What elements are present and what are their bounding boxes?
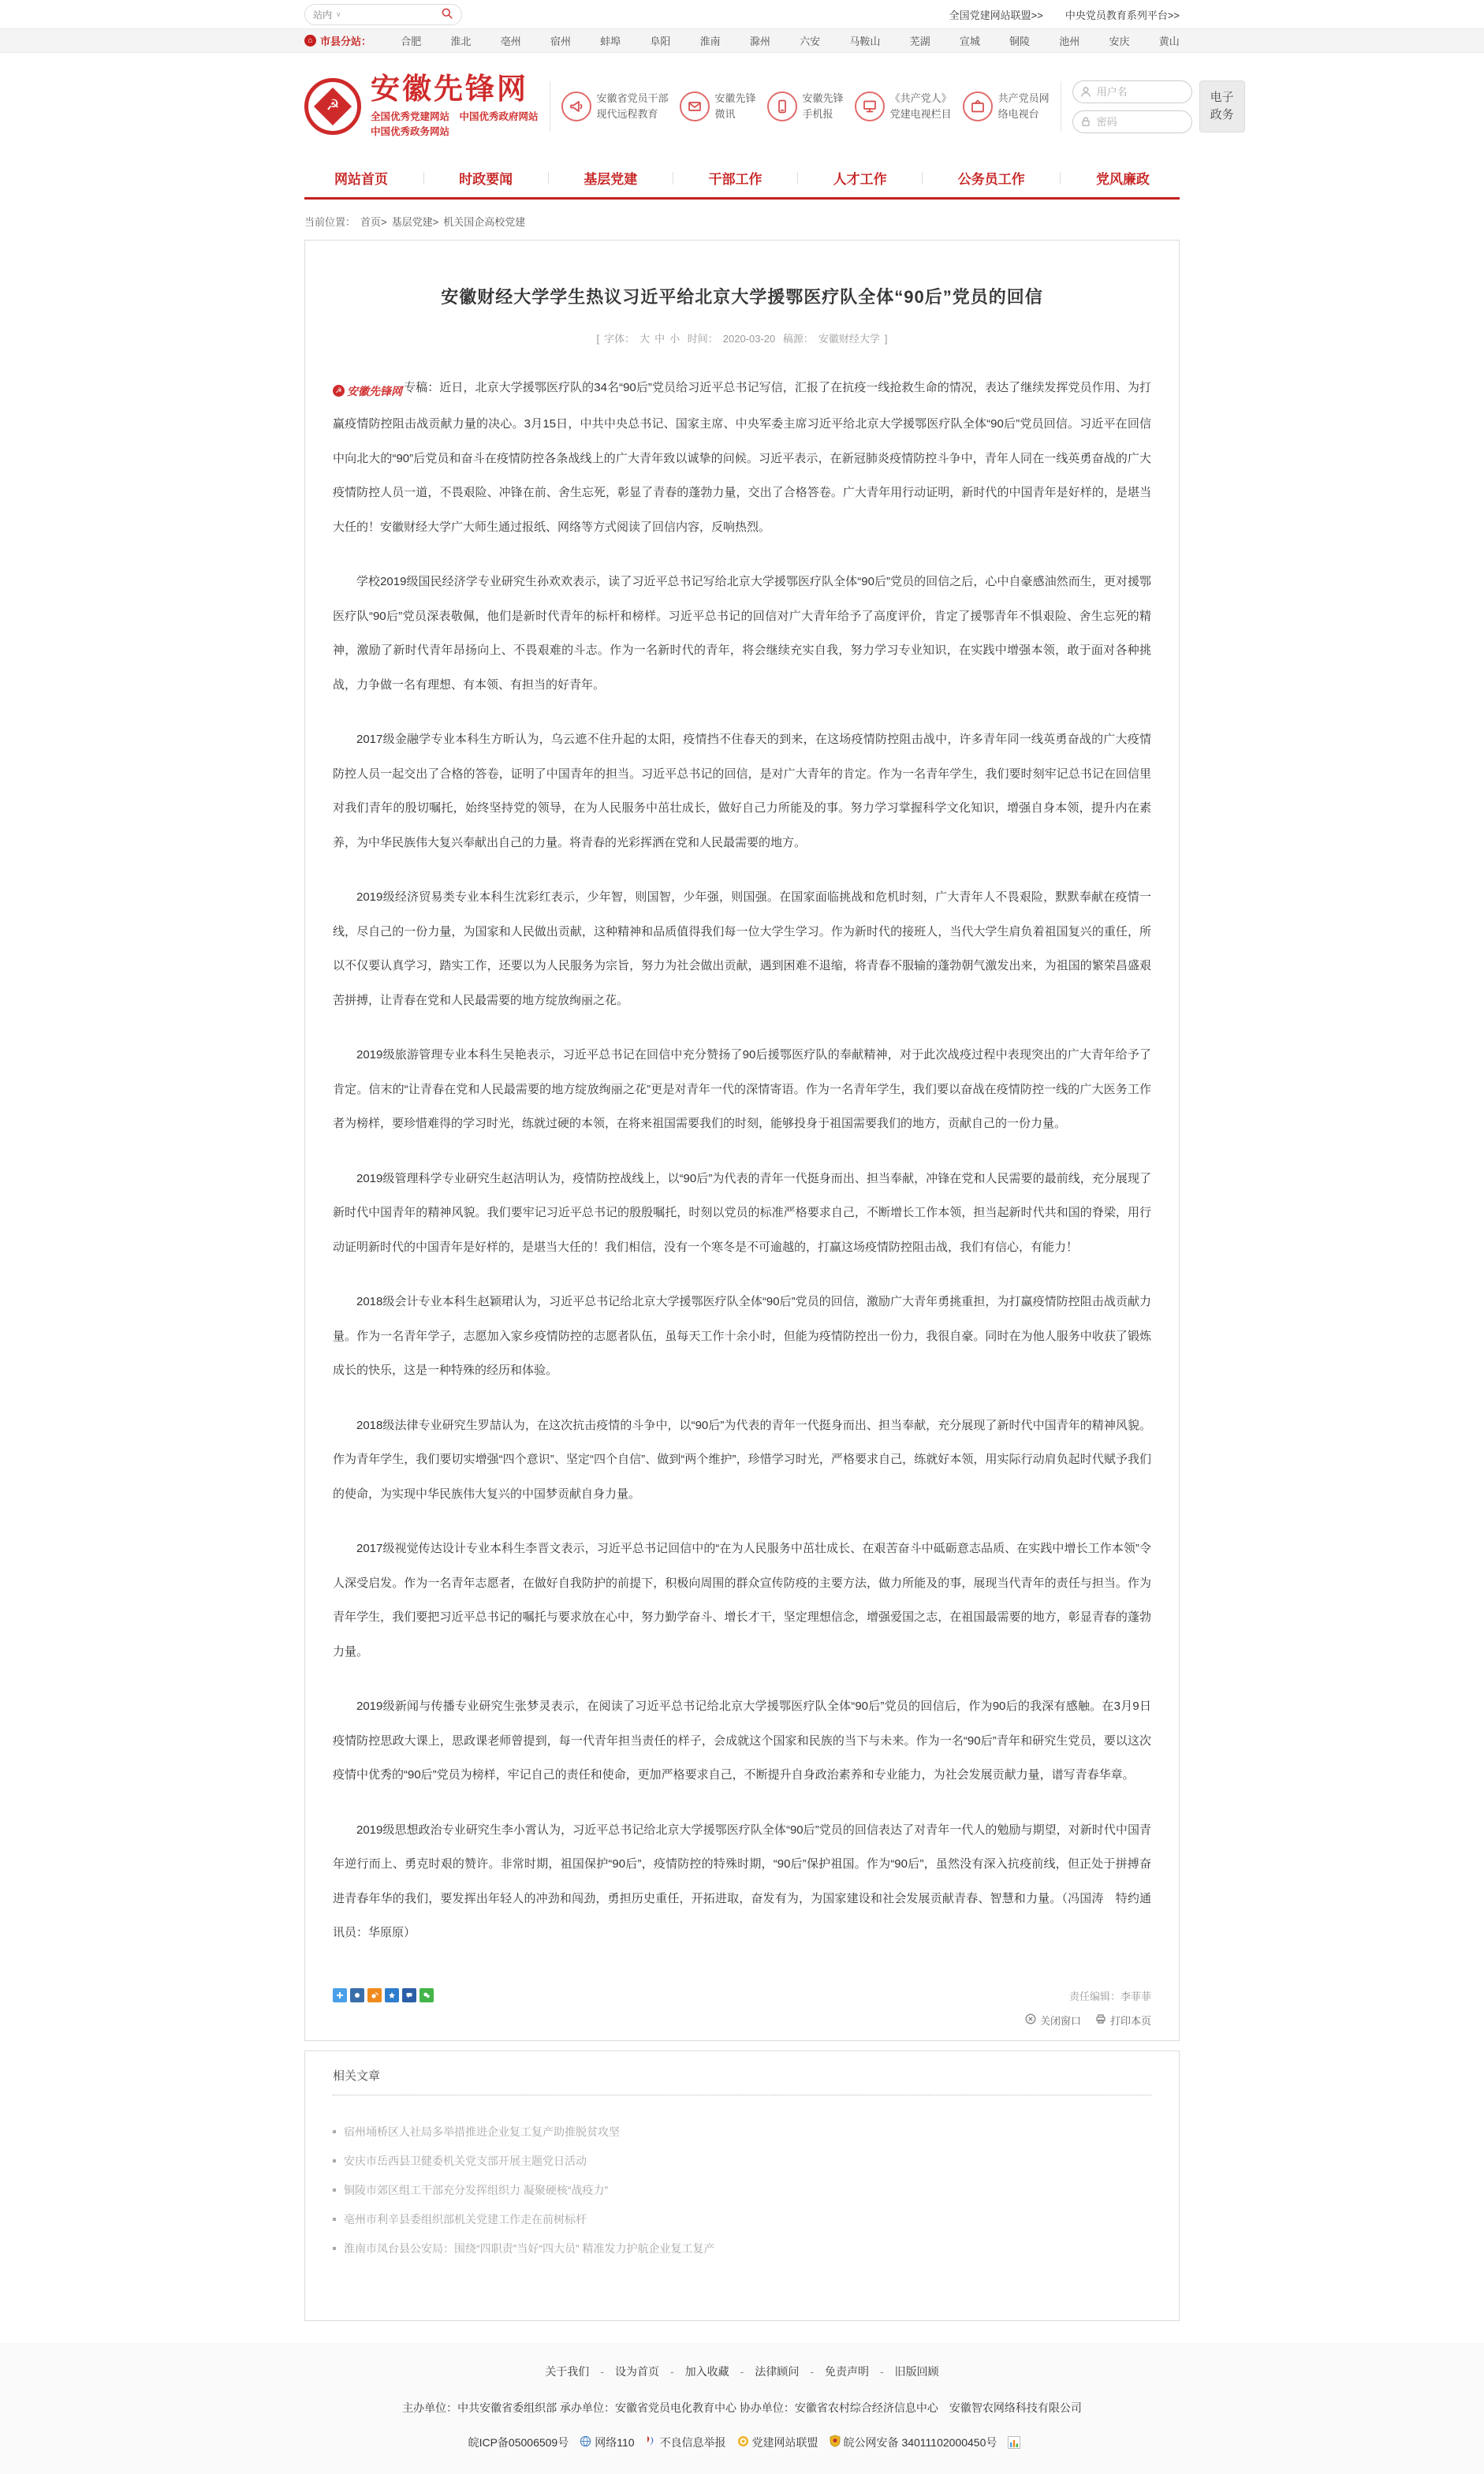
publish-date: 2020-03-20 — [722, 333, 776, 345]
chevron-down-icon[interactable]: ∨ — [336, 9, 341, 18]
nav-item-talent-work[interactable]: 人才工作 — [833, 172, 887, 188]
city-link-xuancheng[interactable]: 宣城 — [959, 35, 980, 47]
site-badges-line1: 全国优秀党建网站 中国优秀政府网站 — [371, 110, 539, 122]
search-icon — [441, 7, 453, 22]
hammer-sickle-icon: ☭ — [326, 97, 340, 114]
globe-icon — [580, 2435, 591, 2450]
topbar-link-party-league[interactable]: 全国党建网站联盟>> — [949, 9, 1043, 21]
article-paragraph: 2017级视觉传达设计专业本科生李晋文表示，习近平总书记回信中的“在为人民服务中茁壮成长、在艰苦奋斗中砥砺意志品质、在实践中增长工作本领”令人深受启发。作为一名青年志愿者，在做好自我防护的前提下，积极向周围的群众宣传防疫的主要方法，做力所能及的事，展现当代青年的责任与担当。作为青年学生，我们要把习近平总书记的嘱托与要求放在心中，努力勤学奋斗、增长才干，坚定理想信念，增强爱国之志，在祖国最需要的地方，彰显青春的蓬勃力量。 — [333, 1542, 1151, 1659]
header-services — [561, 91, 1050, 122]
share-weibo-icon[interactable] — [367, 1988, 382, 2002]
service-label-line1: 共产党员网 — [997, 92, 1050, 105]
bullet-icon — [333, 2189, 336, 2192]
lock-icon — [1080, 116, 1091, 131]
city-link-maanshan[interactable]: 马鞍山 — [849, 35, 881, 47]
breadcrumb-link-section[interactable]: 机关国企高校党建 — [443, 216, 526, 229]
breadcrumb-link-grassroots[interactable]: 基层党建> — [391, 216, 439, 229]
site-header — [0, 53, 1484, 159]
related-item — [333, 2124, 1151, 2140]
city-link-wuhu[interactable]: 芜湖 — [909, 35, 930, 47]
site-footer — [0, 2343, 1484, 2474]
share-wechat-icon[interactable] — [419, 1988, 434, 2002]
share-add-icon[interactable] — [333, 1988, 347, 2002]
article-paragraph: 学校2019级国民经济学专业研究生孙欢欢表示，读了习近平总书记写给北京大学援鄂医疗队全体“90后”党员的回信之后，心中自豪感油然而生，更对援鄂医疗队“90后”党员深表敬佩，他们是新时代青年的标杆和榜样。习近平总书记的回信对广大青年给予了高度评价，肯定了援鄂青年不惧艰险、舍生忘死的精神，激励了新时代青年昂扬向上、不畏艰难的斗志。作为一名新时代的青年，将会继续充实自我，努力学习专业知识，在实践中增强本领，敢于面对各种挑战，力争做一名有理想、有本领、有担当的好青年。 — [333, 575, 1151, 692]
close-icon — [1025, 2013, 1036, 2027]
nav-separator — [922, 172, 923, 185]
font-size-label: 字体： — [604, 333, 636, 345]
footer-link-disclaimer[interactable]: 免责声明 — [825, 2364, 869, 2378]
service-label-line1: 安徽先锋 — [802, 92, 844, 105]
breadcrumb-link-home[interactable]: 首页> — [360, 216, 387, 229]
security-badge-icon — [830, 2435, 841, 2450]
envelope-icon — [680, 91, 710, 121]
footer-link-old-version[interactable]: 旧版回顾 — [894, 2364, 939, 2378]
nav-item-home[interactable]: 网站首页 — [334, 172, 388, 188]
footer-link-set-home[interactable]: 设为首页 — [614, 2364, 659, 2378]
search-scope-label[interactable]: 站内 — [313, 9, 333, 21]
city-branch-bar — [0, 28, 1484, 53]
article-paragraph: 2019级管理科学专业研究生赵洁明认为，疫情防控战线上，以“90后”为代表的青年一代挺身而出、担当奉献，冲锋在党和人民需要的最前线，充分展现了新时代中国青年的精神风貌。我们要牢记习近平总书记的殷殷嘱托，时刻以党员的标准严格要求自己，不断增长工作本领，担当起新时代共和国的脊梁，用行动证明新时代的中国青年是好样的，是堪当大任的！我们相信，没有一个寒冬是不可逾越的，打赢这场疫情防控阻击战，我们有信心，有能力！ — [333, 1171, 1151, 1254]
share-qzone-icon[interactable] — [385, 1988, 399, 2002]
city-link-chizhou[interactable]: 池州 — [1059, 35, 1080, 47]
share-bar — [333, 1988, 434, 2002]
print-page-button[interactable]: 打印本页 — [1095, 2013, 1151, 2028]
service-tv-column[interactable] — [855, 91, 952, 122]
city-link-anqing[interactable]: 安庆 — [1109, 35, 1130, 47]
close-window-button[interactable]: 关闭窗口 — [1025, 2013, 1081, 2028]
service-label-line1: 安徽先锋 — [714, 92, 756, 105]
nav-separator — [548, 172, 549, 185]
nav-separator — [423, 172, 424, 185]
article-paragraph: 2018级法律专业研究生罗喆认为，在这次抗击疫情的斗争中，以“90后”为代表的青年一代挺身而出、担当奉献，充分展现了新时代中国青年的精神风貌。作为青年学生，我们要切实增强“四个意识”、坚定“四个自信”、做到“两个维护”，珍惜学习时光，严格要求自己，练就好本领，用实际行动肩负起时代赋予我们的使命，为实现中华民族伟大复兴的中国梦贡献自身力量。 — [333, 1418, 1151, 1501]
nav-separator — [1060, 172, 1061, 185]
bullet-icon — [333, 2218, 336, 2221]
related-link[interactable]: 安庆市岳西县卫健委机关党支部开展主题党日活动 — [344, 2154, 587, 2167]
tv-icon — [963, 91, 993, 121]
article-paragraph: ☭ 安徽先锋网 专稿：近日，北京大学援鄂医疗队的34名“90后”党员给习近平总书记写信，汇报了在抗疫一线抢救生命的情况，表达了继续发挥党员作用、为打赢疫情防控阻击战贡献力量的决心。3月15日，中共中央总书记、国家主席、中央军委主席习近平给北京大学援鄂医疗队全体“90后”党员回信。习近平在回信中向北大的“90”后党员和奋斗在疫情防控各条战线上的广大青年致以诚挚的问候。习近平表示，在新冠肺炎疫情防控斗争中，青年人同在一线英勇奋战的广大疫情防控人员一道，不畏艰险、冲锋在前、舍生忘死，彰显了青春的蓬勃力量，交出了合格答卷。广大青年用行动证明，新时代的中国青年是好样的，是堪当大任的！安徽财经大学广大师生通过报纸、网络等方式阅读了回信内容，反响热烈。 — [333, 371, 1151, 544]
smartphone-icon — [767, 91, 797, 121]
inline-site-logo-text: 安徽先锋网 — [347, 384, 402, 397]
security-record-link[interactable]: 皖公网安备 34011102000450号 — [830, 2435, 997, 2450]
font-size-medium-button[interactable]: 中 — [654, 333, 666, 345]
time-label: 时间： — [687, 333, 718, 345]
editor-label: 责任编辑： — [1068, 1990, 1120, 2002]
article-paragraph: 2019级新闻与传播专业研究生张梦灵表示，在阅读了习近平总书记给北京大学援鄂医疗队全体“90后”党员的回信后，作为90后的我深有感触。在3月9日疫情防控思政大课上，思政课老师曾提到，每一代青年担当责任的样子，会成就这个国家和民族的当下与未来。作为一名“90后”青年和研究生党员，要以这次疫情中优秀的“90后”党员为榜样，牢记自己的责任和使命，更加严格要求自己，不断提升自身政治素养和专业能力，为社会发展贡献力量，谱写青春华章。 — [333, 1700, 1151, 1782]
inline-site-logo — [333, 375, 402, 408]
share-renren-icon[interactable] — [350, 1988, 364, 2002]
top-bar — [0, 0, 1484, 28]
citybar-label-text: 市县分站： — [320, 35, 372, 47]
report-link[interactable]: 不良信息举报 — [646, 2435, 726, 2450]
article-paragraph: 2018级会计专业本科生赵颖珺认为，习近平总书记给北京大学援鄂医疗队全体“90后”党员的回信，激励广大青年勇挑重担，为打赢疫情防控阻击战贡献力量。作为一名青年学子，志愿加入家乡疫情防控的志愿者队伍，虽每天工作十余小时，但能为疫情防控出一份力，我很自豪。同时在为他人服务中收获了锻炼成长的快乐，这是一种特殊的经历和体验。 — [333, 1295, 1151, 1378]
site-logo[interactable] — [304, 73, 539, 140]
login-area — [1072, 80, 1245, 133]
city-link-suzhou[interactable]: 宿州 — [550, 35, 571, 47]
nav-item-politics-news[interactable]: 时政要闻 — [459, 172, 513, 188]
report-flag-icon — [646, 2435, 657, 2450]
site-badges — [371, 110, 539, 140]
related-link[interactable]: 淮南市凤台县公安局：围绕“四职责”当好“四大员” 精准发力护航企业复工复产 — [344, 2241, 715, 2255]
egov-button[interactable]: 电子 政务 — [1199, 80, 1245, 132]
bullet-icon — [333, 2159, 336, 2162]
service-label-line2: 现代远程教育 — [596, 108, 658, 121]
article-body — [333, 371, 1151, 1950]
party-emblem-icon — [304, 78, 361, 135]
topbar-links — [949, 7, 1180, 22]
related-link[interactable]: 亳州市利辛县委组织部机关党建工作走在前树标杆 — [344, 2212, 587, 2226]
related-item — [333, 2241, 1151, 2256]
stats-counter-icon[interactable] — [1008, 2436, 1020, 2449]
search-button[interactable] — [441, 7, 453, 22]
breadcrumb — [0, 214, 1484, 229]
share-tieba-icon[interactable] — [402, 1988, 416, 2002]
city-link-luan[interactable]: 六安 — [800, 35, 821, 47]
search-box[interactable] — [304, 4, 462, 25]
city-link-huangshan[interactable]: 黄山 — [1158, 35, 1180, 47]
article-title: 安徽财经大学学生热议习近平给北京大学援鄂医疗队全体“90后”党员的回信 — [441, 287, 1043, 308]
nav-item-party-conduct[interactable]: 党风廉政 — [1095, 172, 1150, 188]
related-item — [333, 2182, 1151, 2198]
site-badges-line2: 中国优秀政务网站 — [371, 126, 450, 138]
home-icon: ⌂ — [304, 35, 316, 47]
footer-organizers: 主办单位：中共安徽省委组织部 承办单位：安徽省党员电化教育中心 协办单位：安徽省农村综合经济信息中心 安徽智农网络科技有限公司 — [402, 2401, 1082, 2414]
nav-item-civil-servant[interactable]: 公务员工作 — [957, 172, 1025, 188]
party-league-icon — [737, 2435, 749, 2450]
printer-icon — [1095, 2013, 1106, 2027]
monitor-icon — [855, 91, 885, 121]
related-title: 相关文章 — [333, 2067, 1151, 2095]
search-input[interactable] — [346, 9, 436, 20]
service-label-line2: 络电视台 — [997, 108, 1039, 121]
nav-separator — [797, 172, 798, 185]
related-articles — [304, 2050, 1180, 2321]
city-link-tongling[interactable]: 铜陵 — [1009, 35, 1031, 47]
topbar-link-central-education[interactable]: 中央党员教育系列平台>> — [1065, 9, 1180, 21]
article-paragraph: 2019级经济贸易类专业本科生沈彩红表示，少年智，则国智，少年强，则国强。在国家面临挑战和危机时刻，广大青年人不畏艰险，默默奉献在疫情一线，尽自己的一份力量，为国家和人民做出贡献，这种精神和品质值得我们每一位大学生学习。作为新时代的接班人，当代大学生肩负着祖国复兴的重任，所以不仅要认真学习，踏实工作，还要以为人民服务为宗旨，努力为社会做出贡献，遇到困难不退缩，将青春不服输的蓬勃朝气激发出来，为祖国的繁荣昌盛艰苦拼搏，让青春在党和人民最需要的地方绽放绚丽之花。 — [333, 890, 1151, 1007]
user-icon — [1080, 86, 1091, 101]
editor-name: 李菲菲 — [1120, 1990, 1151, 2002]
footer-links: 关于我们 - 设为首页 - 加入收藏 - 法律顾问 - 免责声明 - 旧版回顾 — [545, 2364, 939, 2378]
bullet-icon — [333, 2130, 336, 2133]
site-name: 安徽先锋网 — [371, 73, 528, 105]
footer-icp-line — [0, 2435, 1484, 2450]
service-label-line1: 安徽省党员干部 — [596, 92, 669, 105]
network110-link[interactable]: 网络110 — [580, 2435, 634, 2450]
service-web-tv[interactable] — [963, 91, 1050, 122]
service-label-line2: 手机报 — [802, 108, 833, 121]
city-link-bengbu[interactable]: 蚌埠 — [600, 35, 621, 47]
font-size-small-button[interactable]: 小 — [669, 333, 680, 345]
city-link-bozhou[interactable]: 亳州 — [500, 35, 521, 47]
footer-link-about[interactable]: 关于我们 — [545, 2364, 590, 2378]
font-size-large-button[interactable]: 大 — [639, 333, 651, 345]
city-link-fuyang[interactable]: 阜阳 — [650, 35, 671, 47]
service-label-line2: 党建电视栏目 — [889, 108, 952, 121]
service-weixun[interactable] — [680, 91, 756, 122]
city-link-huaibei[interactable]: 淮北 — [450, 35, 472, 47]
party-league-link[interactable]: 党建网站联盟 — [737, 2435, 818, 2450]
footer-link-legal[interactable]: 法律顾问 — [755, 2364, 800, 2378]
megaphone-icon — [561, 91, 591, 121]
mini-party-emblem-icon: ☭ — [333, 385, 345, 397]
service-mobile-news[interactable] — [767, 91, 844, 122]
nav-item-grassroots-party[interactable]: 基层党建 — [584, 172, 638, 188]
article-paragraph: 2017级金融学专业本科生方昕认为，乌云遮不住升起的太阳，疫情挡不住春天的到来，在这场疫情防控阻击战中，许多青年同一线英勇奋战的广大疫情防控人员一起交出了合格的答卷，证明了中国青年的担当。习近平总书记的回信，是对广大青年的肯定。作为一名青年学生，我们要时刻牢记总书记在回信里对我们青年的殷切嘱托，始终坚持党的领导，在为人民服务中茁壮成长，做好自己力所能及的事。努力学习掌握科学文化知识，增强自身本领，提升内在素养，为中华民族伟大复兴奉献出自己的力量。将青春的光彩挥洒在党和人民最需要的地方。 — [333, 733, 1151, 849]
breadcrumb-label: 当前位置： — [304, 216, 356, 229]
article-footer — [333, 1988, 1151, 2028]
source-label: 稿源： — [782, 333, 814, 345]
related-link[interactable]: 宿州埇桥区人社局多举措推进企业复工复产助推脱贫攻坚 — [344, 2125, 620, 2138]
main-nav — [0, 159, 1484, 200]
related-item — [333, 2211, 1151, 2227]
source-value: 安徽财经大学 — [818, 333, 880, 345]
city-link-huainan[interactable]: 淮南 — [699, 35, 721, 47]
nav-item-cadre-work[interactable]: 干部工作 — [708, 172, 763, 188]
service-label-line1: 《共产党人》 — [889, 92, 952, 105]
footer-link-favorite[interactable]: 加入收藏 — [684, 2364, 729, 2378]
article-meta: [ 字体： 大 中 小 时间： 2020-03-20 稿源： 安徽财经大学 ] — [596, 333, 888, 345]
related-item — [333, 2153, 1151, 2169]
related-list — [333, 2124, 1151, 2256]
bullet-icon — [333, 2247, 336, 2250]
article-container — [304, 240, 1180, 2040]
icp-number: 皖ICP备05006509号 — [468, 2435, 569, 2449]
article-paragraph: 2019级思想政治专业研究生李小霄认为，习近平总书记给北京大学援鄂医疗队全体“90后”党员的回信表达了对青年一代人的勉励与期望，对新时代中国青年逆行而上、勇克时艰的赞许。非常时期，祖国保护“90后”，疫情防控的特殊时期，“90后”保护祖国。作为“90后”，虽然没有深入抗疫前线，但正处于拼搏奋进青春年华的我们，要发挥出年轻人的冲劲和闯劲，勇担历史重任，开拓进取，奋发有为，为国家建设和社会发展贡献青春、智慧和力量。（冯国涛 特约通讯员：华原原） — [333, 1823, 1151, 1940]
city-link-chuzhou[interactable]: 滁州 — [749, 35, 770, 47]
city-link-hefei[interactable]: 合肥 — [401, 35, 422, 47]
service-label-line2: 微讯 — [714, 108, 736, 121]
related-link[interactable]: 铜陵市郊区组工干部充分发挥组织力 凝聚硬核“战疫力” — [344, 2183, 609, 2196]
article-paragraph: 2019级旅游管理专业本科生吴艳表示，习近平总书记在回信中充分赞扬了90后援鄂医疗队的奉献精神，对于此次战疫过程中表现突出的广大青年给予了肯定。信末的“让青春在党和人民最需要的地方绽放绚丽之花”更是对青年一代的深情寄语。作为一名青年学生，我们要以奋战在疫情防控一线的广大医务工作者为榜样，要珍惜难得的学习时光，练就过硬的本领，在将来祖国需要我们的时刻，能够投身于祖国需要我们的地方，贡献自己的一份力量。 — [333, 1048, 1151, 1131]
service-remote-education[interactable] — [561, 91, 669, 122]
editor-line — [1025, 1988, 1151, 2003]
citybar-label — [304, 33, 371, 48]
